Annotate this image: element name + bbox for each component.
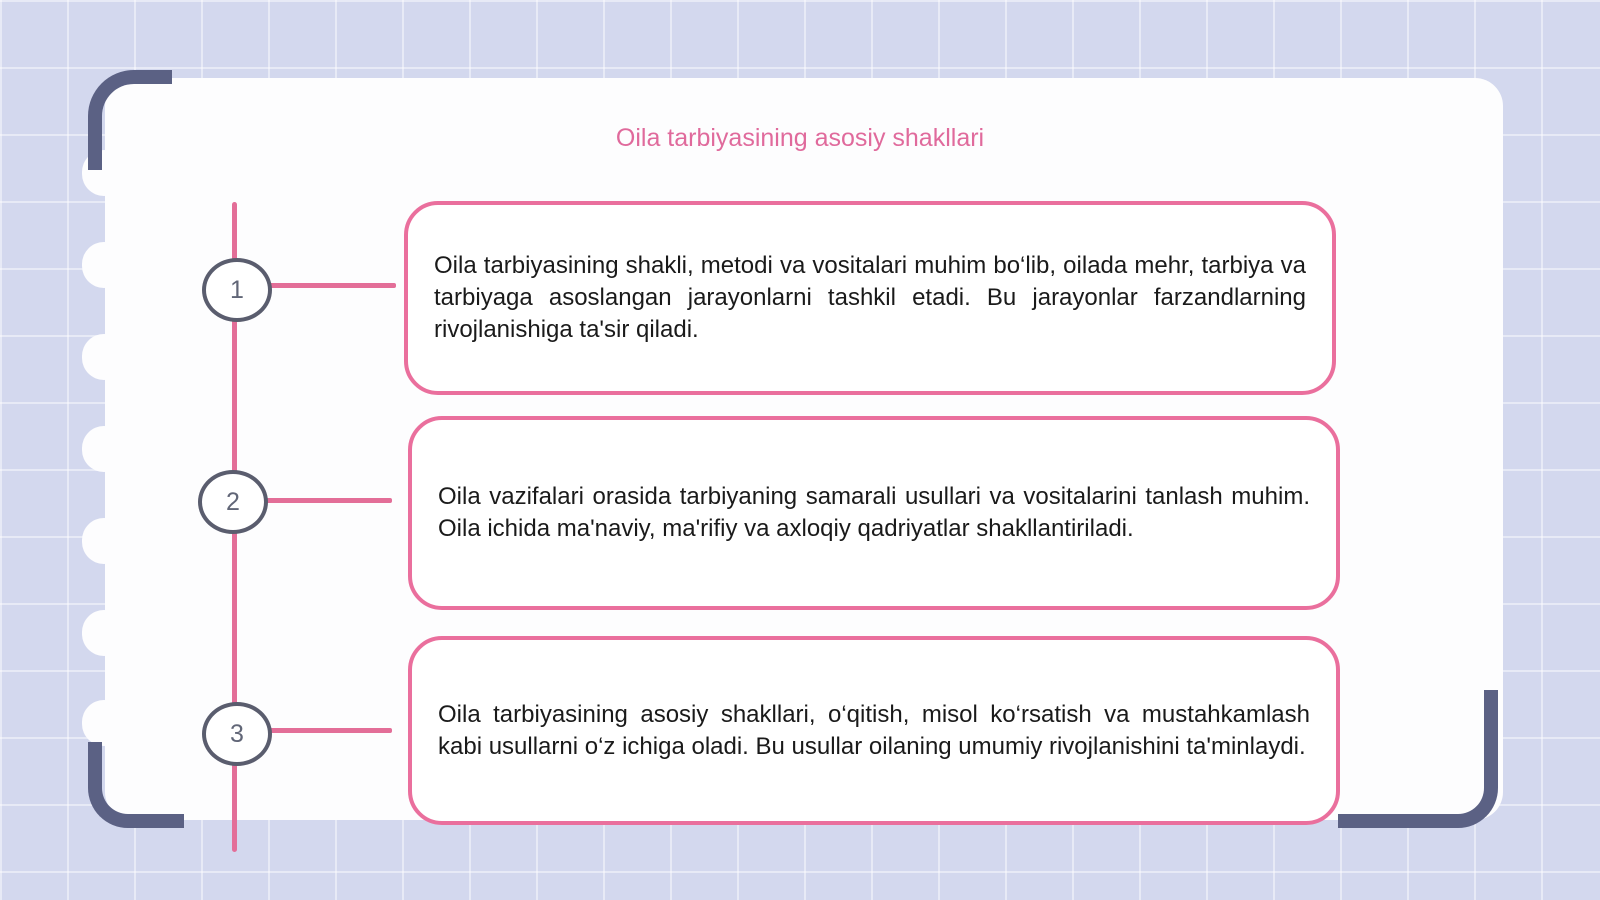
step-2-text-box	[408, 416, 1340, 610]
step-2-number-badge: 2	[198, 470, 268, 534]
step-3-number-badge: 3	[202, 702, 272, 766]
card-scallop	[82, 426, 126, 472]
step-1-connector	[268, 283, 396, 288]
step-1-text-box	[404, 201, 1336, 395]
corner-bracket-top-left	[88, 70, 172, 170]
card-scallop	[82, 518, 126, 564]
slide-title: Oila tarbiyasining asosiy shakllari	[615, 124, 985, 152]
card-scallop	[82, 242, 126, 288]
step-1-text: Oila tarbiyasining shakli, metodi va vositalari muhim bo‘lib, oilada mehr, tarbiya va tarbiyaga asoslangan jarayonlarni tashkil etadi. Bu jarayonlar farzandlarning rivojlanishiga ta'sir qiladi.	[434, 252, 1306, 343]
corner-bracket-bottom-left	[88, 742, 184, 828]
step-2-text: Oila vazifalari orasida tarbiyaning samarali usullari va vositalarini tanlash muhim. Oila ichida ma'naviy, ma'rifiy va axloqiy qadriyatlar shakllantiriladi.	[438, 483, 1310, 542]
corner-bracket-bottom-right	[1338, 690, 1498, 828]
step-1-number-badge: 1	[202, 258, 272, 322]
step-3-text-box	[408, 636, 1340, 825]
step-3-connector	[268, 728, 392, 733]
card-scallop	[82, 334, 126, 380]
card-scallop	[82, 610, 126, 656]
step-2-connector	[264, 498, 392, 503]
card-scallop	[82, 700, 126, 746]
step-3-text: Oila tarbiyasining asosiy shakllari, o‘qitish, misol ko‘rsatish va mustahkamlash kabi usullarni o‘z ichiga oladi. Bu usullar oilaning umumiy rivojlanishini ta'minlaydi.	[438, 700, 1310, 760]
